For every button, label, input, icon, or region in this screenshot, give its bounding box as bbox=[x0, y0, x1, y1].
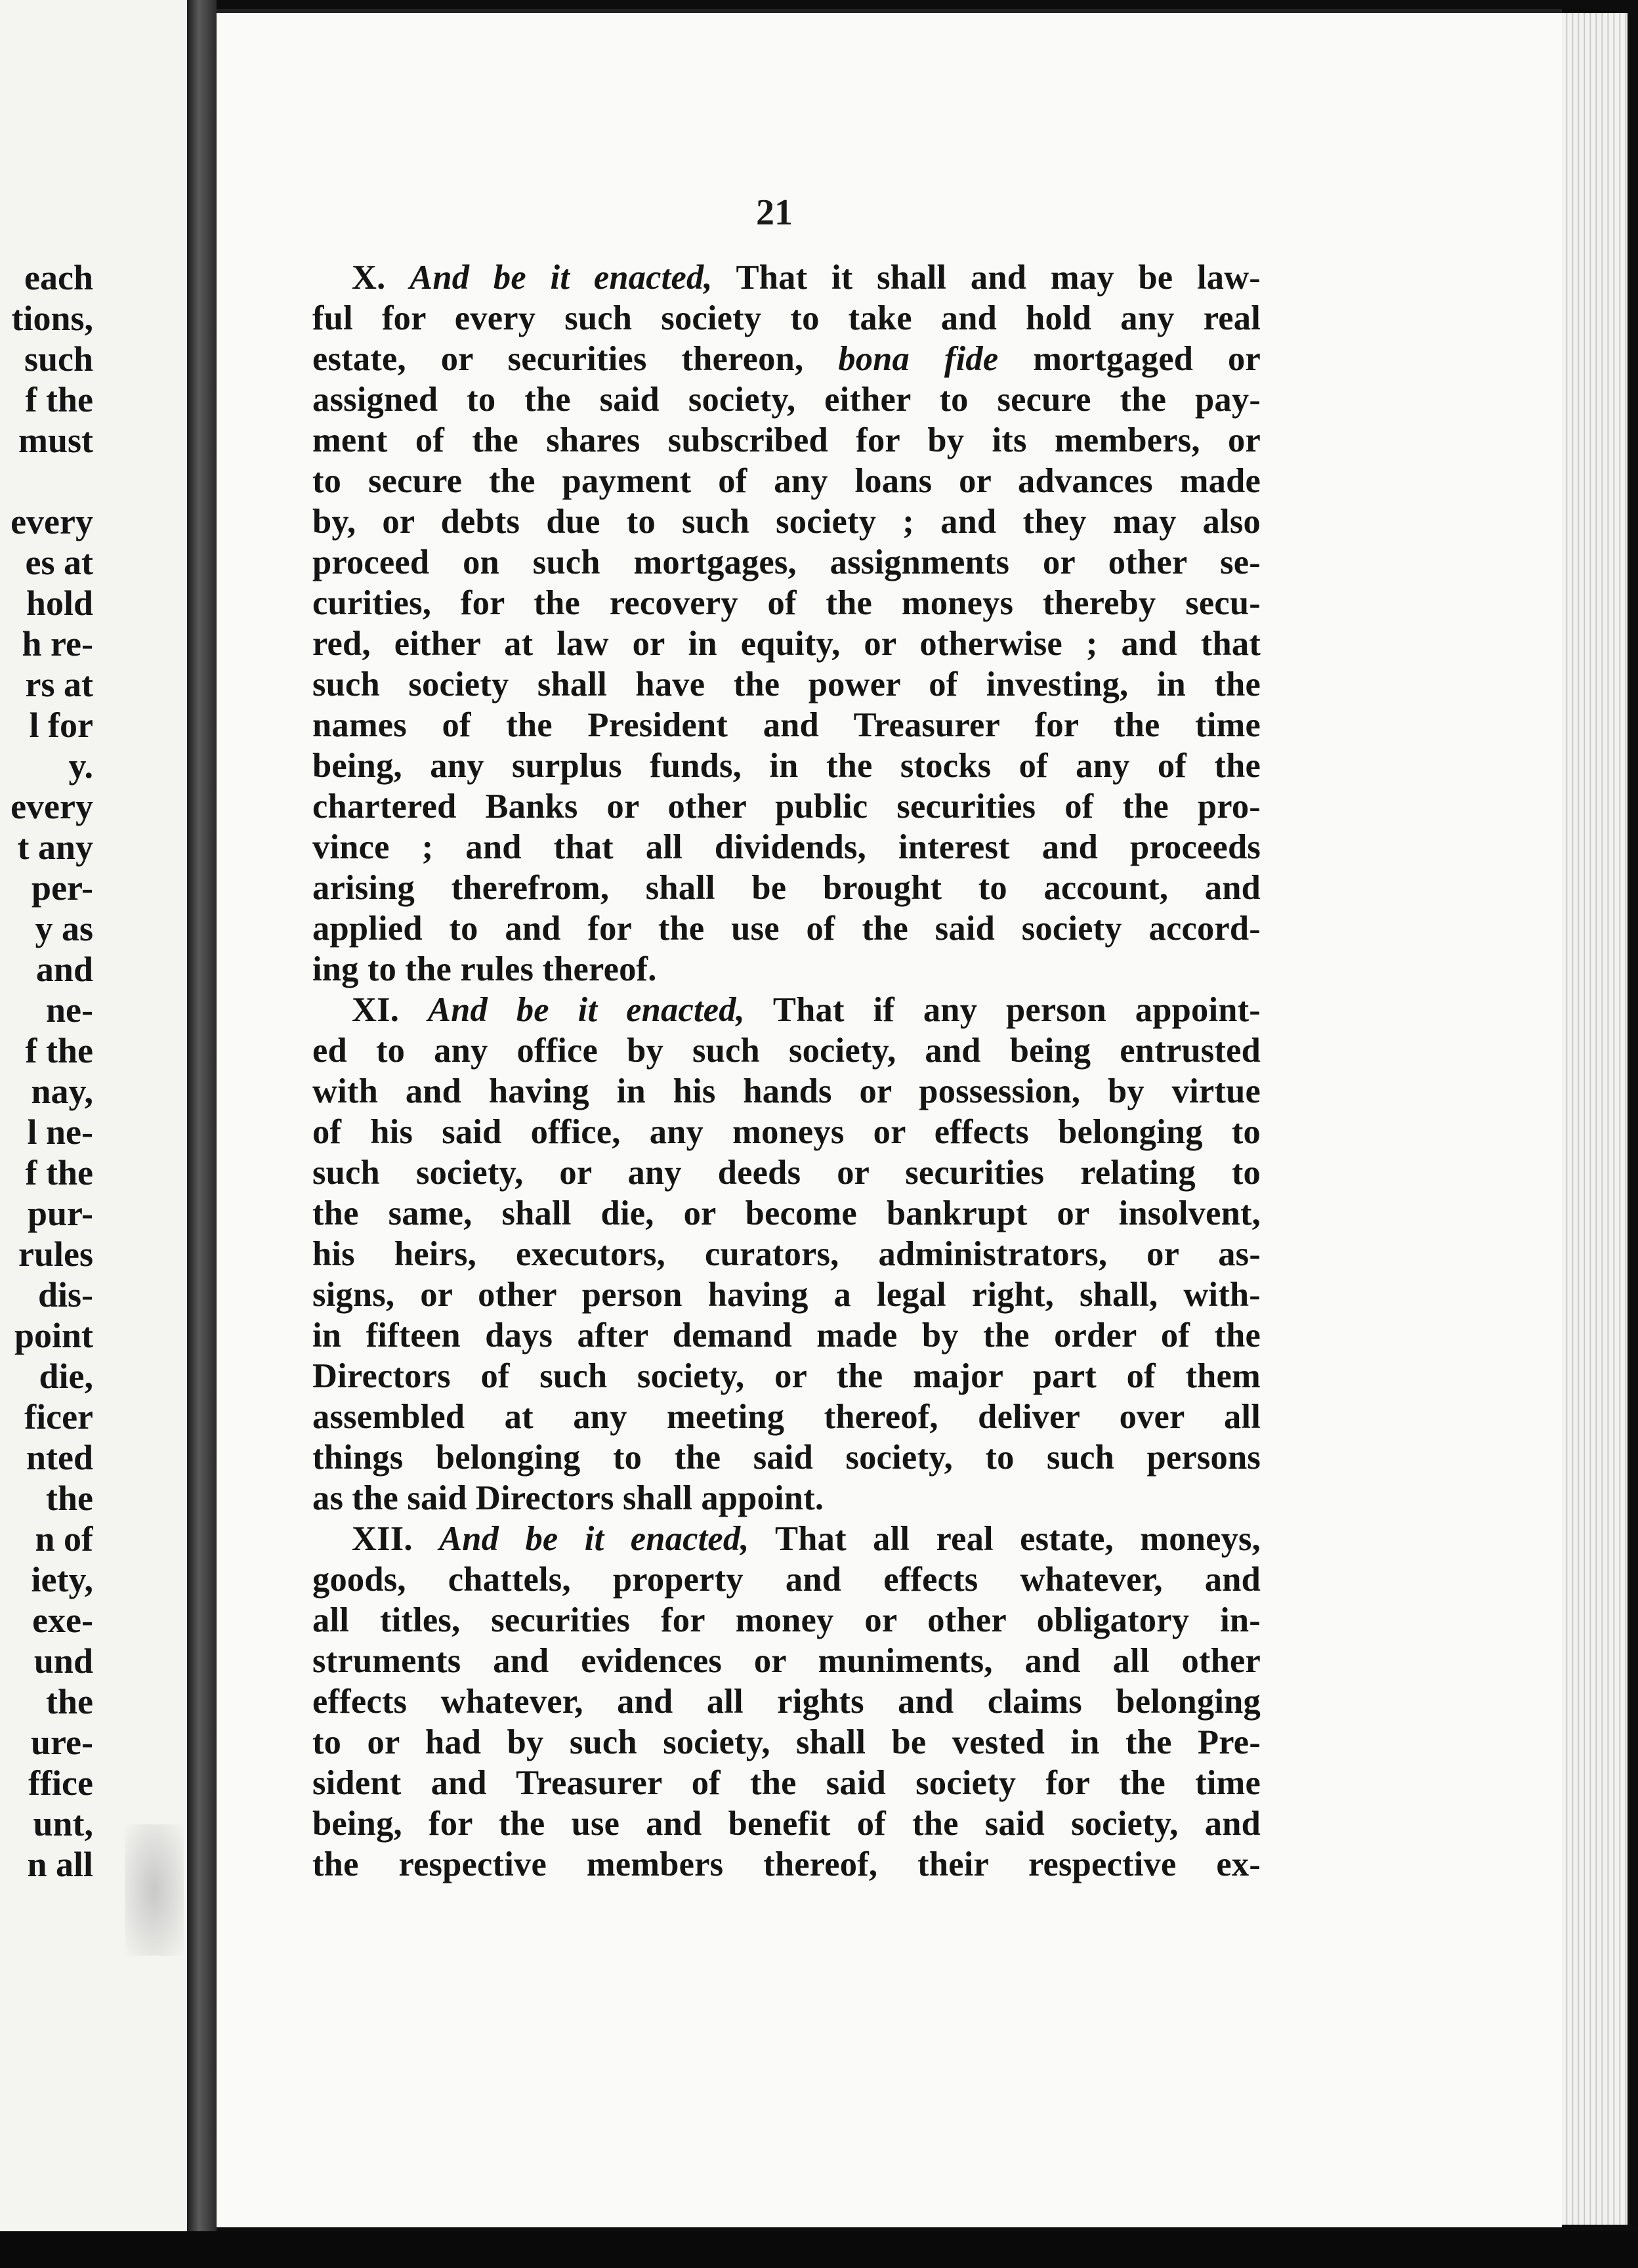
left-page-fragment: unt, bbox=[33, 1804, 93, 1843]
left-page-fragment bbox=[0, 461, 93, 501]
text-run: That it shall and may be law- bbox=[712, 259, 1261, 297]
left-page-fragment: n all bbox=[27, 1845, 93, 1884]
text-run: sident and Treasurer of the said society for the time bbox=[312, 1764, 1261, 1802]
left-page-fragment: f the bbox=[25, 380, 93, 419]
text-run: ment of the shares subscribed for by its members, or bbox=[312, 421, 1261, 459]
left-page-fragment: rules bbox=[18, 1234, 93, 1274]
text-run: That if any person appoint- bbox=[745, 991, 1261, 1029]
text-line bbox=[312, 827, 1261, 868]
italic-run: And be it enacted, bbox=[410, 259, 713, 297]
text-run: ed to any office by such society, and being entrusted bbox=[312, 1032, 1261, 1070]
left-page-fragment: must bbox=[18, 421, 93, 460]
text-line bbox=[312, 1519, 1261, 1559]
text-run: with and having in his hands or possession, by virtue bbox=[312, 1072, 1261, 1110]
text-line bbox=[312, 1315, 1261, 1356]
left-page-fragment: l ne- bbox=[27, 1112, 93, 1152]
text-run: Directors of such society, or the major part of them bbox=[312, 1357, 1261, 1395]
left-page-fragment: t any bbox=[17, 828, 93, 867]
text-line bbox=[312, 1681, 1261, 1722]
text-line bbox=[312, 786, 1261, 827]
text-run: estate, or securities thereon, bbox=[312, 340, 839, 378]
left-page-fragment: y as bbox=[35, 909, 93, 948]
left-page-fragment: every bbox=[10, 787, 93, 826]
italic-run: bona fide bbox=[838, 340, 999, 378]
text-run: signs, or other person having a legal right, shall, with- bbox=[312, 1276, 1261, 1314]
left-page-fragment: such bbox=[24, 339, 93, 379]
left-page-fragment: and bbox=[35, 950, 93, 989]
text-run: of his said office, any moneys or effects belonging to bbox=[312, 1113, 1261, 1151]
italic-run: And be it enacted, bbox=[439, 1520, 749, 1558]
left-page-fragment: dis- bbox=[37, 1275, 93, 1314]
text-line bbox=[312, 1071, 1261, 1112]
text-run: all titles, securities for money or other obligatory in- bbox=[312, 1601, 1261, 1639]
text-line bbox=[312, 1030, 1261, 1071]
scan-border bbox=[0, 2231, 1638, 2268]
text-line bbox=[312, 1152, 1261, 1193]
left-page-fragment: the bbox=[46, 1479, 93, 1518]
text-line bbox=[312, 298, 1261, 339]
text-line bbox=[312, 1478, 1261, 1519]
text-run: goods, chattels, property and effects whatever, and bbox=[312, 1561, 1261, 1599]
left-page-fragment: per- bbox=[32, 868, 93, 908]
text-run: names of the President and Treasurer for the time bbox=[312, 706, 1261, 744]
text-run: things belonging to the said society, to such persons bbox=[312, 1438, 1261, 1477]
left-page-fragment: ffice bbox=[28, 1763, 93, 1803]
text-run: vince ; and that all dividends, interest and proceeds bbox=[312, 828, 1261, 866]
page-edges bbox=[1562, 13, 1628, 2225]
text-run: in fifteen days after demand made by the order of the bbox=[312, 1316, 1261, 1354]
text-line bbox=[312, 257, 1261, 298]
text-run: assembled at any meeting thereof, deliver over all bbox=[312, 1398, 1261, 1436]
text-run: effects whatever, and all rights and claims belonging bbox=[312, 1683, 1261, 1721]
text-run: the same, shall die, or become bankrupt or insolvent, bbox=[312, 1194, 1261, 1232]
text-run: such society shall have the power of investing, in the bbox=[312, 665, 1261, 704]
left-page-fragment: f the bbox=[25, 1153, 93, 1192]
text-line bbox=[312, 746, 1261, 786]
text-line bbox=[312, 623, 1261, 664]
left-page-fragment: rs at bbox=[25, 665, 93, 704]
text-run: red, either at law or in equity, or otherwise ; and that bbox=[312, 625, 1261, 663]
text-line bbox=[312, 379, 1261, 420]
text-run: being, for the use and benefit of the said society, and bbox=[312, 1805, 1261, 1843]
left-page-fragment: ure- bbox=[31, 1723, 93, 1762]
text-line bbox=[312, 1559, 1261, 1600]
left-page-fragment: l for bbox=[29, 705, 93, 745]
text-line bbox=[312, 990, 1261, 1030]
text-line bbox=[312, 868, 1261, 908]
left-page-fragment: y. bbox=[68, 746, 93, 786]
italic-run: And be it enacted, bbox=[427, 991, 746, 1029]
text-run: to or had by such society, shall be vested in the Pre- bbox=[312, 1723, 1261, 1761]
left-page-fragment: ficer bbox=[24, 1397, 93, 1437]
text-line bbox=[312, 461, 1261, 501]
left-page-fragment: each bbox=[24, 258, 93, 297]
text-line bbox=[312, 1803, 1261, 1844]
left-page-fragment: point bbox=[14, 1316, 93, 1355]
text-line bbox=[312, 908, 1261, 949]
text-line bbox=[312, 1844, 1261, 1885]
left-page-fragment: es at bbox=[25, 543, 93, 582]
text-line bbox=[312, 1600, 1261, 1641]
book-gutter bbox=[187, 0, 217, 2268]
left-page-fragment: exe- bbox=[32, 1601, 93, 1640]
text-run: the respective members thereof, their respective ex- bbox=[312, 1845, 1261, 1883]
left-page-fragment: nay, bbox=[31, 1072, 93, 1111]
left-page-fragment: pur- bbox=[27, 1194, 93, 1233]
left-page-fragment: die, bbox=[39, 1356, 93, 1396]
text-line bbox=[312, 339, 1261, 379]
left-page-fragment: nted bbox=[26, 1438, 93, 1477]
left-page-fragment: und bbox=[33, 1641, 93, 1681]
text-line bbox=[312, 1722, 1261, 1763]
left-page-fragment: every bbox=[10, 502, 93, 541]
text-run: assigned to the said society, either to secure the pay- bbox=[312, 381, 1261, 419]
left-facing-page bbox=[0, 0, 187, 2231]
text-line bbox=[312, 420, 1261, 461]
text-line bbox=[312, 501, 1261, 542]
text-run: XII. bbox=[352, 1520, 440, 1558]
text-run: as the said Directors shall appoint. bbox=[312, 1479, 824, 1517]
text-line bbox=[312, 1641, 1261, 1681]
left-page-text-fragments bbox=[0, 257, 93, 1885]
text-run: such society, or any deeds or securities relating to bbox=[312, 1154, 1261, 1192]
text-run: being, any surplus funds, in the stocks of any of the bbox=[312, 747, 1261, 785]
left-page-fragment: tions, bbox=[11, 299, 93, 338]
text-line bbox=[312, 1437, 1261, 1478]
left-page-fragment: hold bbox=[26, 583, 93, 623]
text-run: struments and evidences or muniments, and all other bbox=[312, 1642, 1261, 1680]
text-line bbox=[312, 583, 1261, 623]
text-line bbox=[312, 1356, 1261, 1396]
left-page-fragment: f the bbox=[25, 1031, 93, 1070]
left-page-fragment: the bbox=[46, 1682, 93, 1721]
text-run: chartered Banks or other public securities of the pro- bbox=[312, 788, 1261, 826]
text-line bbox=[312, 1234, 1261, 1274]
text-line bbox=[312, 949, 1261, 990]
left-page-fragment: iety, bbox=[31, 1560, 93, 1599]
page-number: 21 bbox=[756, 192, 793, 233]
text-run: mortgaged or bbox=[998, 340, 1261, 378]
text-run: curities, for the recovery of the moneys thereby secu- bbox=[312, 584, 1261, 622]
body-text bbox=[312, 257, 1261, 1885]
text-line bbox=[312, 1396, 1261, 1437]
text-run: XI. bbox=[352, 991, 428, 1029]
text-line bbox=[312, 705, 1261, 746]
text-run: to secure the payment of any loans or advances made bbox=[312, 462, 1261, 500]
text-run: ing to the rules thereof. bbox=[312, 950, 657, 988]
text-run: applied to and for the use of the said society accord- bbox=[312, 910, 1261, 948]
text-line bbox=[312, 1193, 1261, 1234]
text-line bbox=[312, 664, 1261, 705]
text-line bbox=[312, 1763, 1261, 1803]
text-run: arising therefrom, shall be brought to account, and bbox=[312, 869, 1261, 907]
left-page-fragment: n of bbox=[35, 1519, 93, 1559]
text-run: ful for every such society to take and hold any real bbox=[312, 299, 1261, 337]
text-run: That all real estate, moneys, bbox=[749, 1520, 1261, 1558]
text-line bbox=[312, 542, 1261, 583]
text-line bbox=[312, 1274, 1261, 1315]
text-line bbox=[312, 1112, 1261, 1152]
text-run: proceed on such mortgages, assignments or other se- bbox=[312, 543, 1261, 581]
text-run: by, or debts due to such society ; and they may also bbox=[312, 503, 1261, 541]
left-page-fragment: ne- bbox=[46, 990, 93, 1030]
text-run: his heirs, executors, curators, administrators, or as- bbox=[312, 1235, 1261, 1273]
text-run: X. bbox=[352, 259, 410, 297]
page-smudge bbox=[125, 1824, 184, 1956]
left-page-fragment: h re- bbox=[22, 624, 93, 663]
